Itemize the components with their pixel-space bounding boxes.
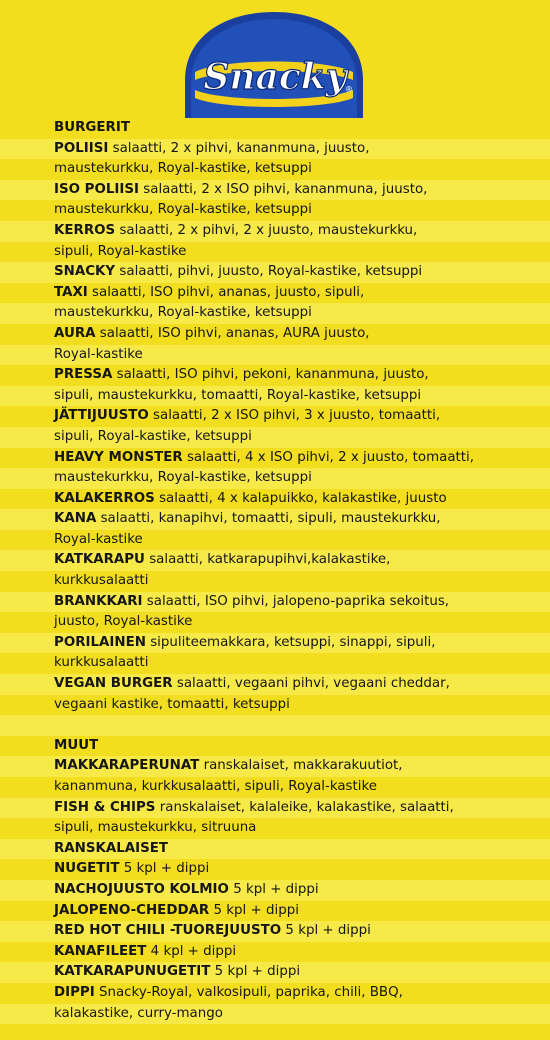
menu-item	[0, 406, 550, 427]
item-description: maustekurkku, Royal-kastike, ketsuppi	[54, 161, 312, 177]
menu-item-continued	[0, 1004, 550, 1025]
item-description: kurkkusalaatti	[54, 573, 149, 589]
menu-item-continued	[0, 571, 550, 592]
menu-item	[0, 983, 550, 1004]
menu-item	[0, 798, 550, 819]
item-description: sipuli, maustekurkku, sitruuna	[54, 820, 257, 836]
item-name: ISO POLIISI	[54, 181, 139, 197]
item-name: VEGAN BURGER	[54, 676, 173, 692]
item-description: Royal-kastike	[54, 346, 143, 362]
item-description: 5 kpl + dippi	[123, 861, 210, 877]
item-description: kalakastike, curry-mango	[54, 1005, 223, 1021]
item-description: sipuli, Royal-kastike	[54, 243, 187, 259]
item-name: NUGETIT	[54, 861, 120, 877]
menu-item	[0, 921, 550, 942]
item-name: KATKARAPU	[54, 552, 145, 568]
menu-item	[0, 262, 550, 283]
item-description: 5 kpl + dippi	[214, 964, 301, 980]
item-description: salaatti, katkarapupihvi,kalakastike,	[149, 552, 391, 568]
menu-item	[0, 324, 550, 345]
item-description: maustekurkku, Royal-kastike, ketsuppi	[54, 305, 312, 321]
menu-item-continued	[0, 612, 550, 633]
item-description: salaatti, pihvi, juusto, Royal-kastike, ketsuppi	[119, 264, 423, 280]
item-description: sipuli, Royal-kastike, ketsuppi	[54, 428, 252, 444]
item-name: NACHOJUUSTO KOLMIO	[54, 881, 229, 897]
menu-item	[0, 859, 550, 880]
item-description: 5 kpl + dippi	[233, 881, 319, 897]
item-name: KATKARAPUNUGETIT	[54, 964, 211, 980]
spacer-row	[0, 715, 550, 736]
menu-item-continued	[0, 695, 550, 716]
item-description: 4 kpl + dippi	[150, 943, 237, 959]
item-description: salaatti, 4 x kalapuikko, kalakastike, juusto	[159, 490, 447, 506]
item-description: maustekurkku, Royal-kastike, ketsuppi	[54, 202, 312, 218]
menu-item	[0, 550, 550, 571]
menu-item	[0, 283, 550, 304]
item-name: BRANKKARI	[54, 593, 143, 609]
item-name: MAKKARAPERUNAT	[54, 758, 200, 774]
item-description: salaatti, 2 x ISO pihvi, 3 x juusto, tomaatti,	[153, 408, 441, 424]
item-name: KANAFILEET	[54, 943, 147, 959]
item-name: SNACKY	[54, 264, 116, 280]
item-name: PORILAINEN	[54, 634, 146, 650]
section-heading: BURGERIT	[54, 120, 130, 135]
menu-item-continued	[0, 242, 550, 263]
item-description: kananmuna, kurkkusalaatti, sipuli, Royal-kastike	[54, 779, 378, 794]
menu-list	[0, 118, 550, 1024]
menu-item	[0, 633, 550, 654]
menu-item	[0, 962, 550, 983]
item-description: salaatti, vegaani pihvi, vegaani cheddar,	[176, 676, 450, 692]
item-name: AURA	[54, 325, 96, 341]
logo-text: Snacky	[203, 56, 347, 98]
menu-item	[0, 365, 550, 386]
item-name: TAXI	[54, 284, 88, 300]
menu-item	[0, 942, 550, 963]
item-name: PRESSA	[54, 367, 113, 383]
menu-item-continued	[0, 159, 550, 180]
item-description: ranskalaiset, kalaleike, kalakastike, salaatti,	[159, 799, 454, 815]
item-name: KANA	[54, 511, 97, 527]
menu-item	[0, 139, 550, 160]
menu-item-continued	[0, 386, 550, 407]
item-description: salaatti, ISO pihvi, ananas, juusto, sipuli,	[92, 284, 365, 300]
menu-item	[0, 509, 550, 530]
item-description: 5 kpl + dippi	[213, 902, 299, 918]
menu-item	[0, 839, 550, 860]
menu-item	[0, 221, 550, 242]
menu-item-continued	[0, 530, 550, 551]
item-description: kurkkusalaatti	[54, 655, 149, 671]
menu-item	[0, 489, 550, 510]
item-description: salaatti, 2 x ISO pihvi, kananmuna, juusto,	[143, 181, 428, 197]
item-description: Royal-kastike	[54, 531, 143, 547]
item-description: salaatti, 4 x ISO pihvi, 2 x juusto, tomaatti,	[186, 449, 475, 465]
item-description: sipuliteemakkara, ketsuppi, sinappi, sipuli,	[150, 634, 436, 650]
item-description: salaatti, kanapihvi, tomaatti, sipuli, maustekurkku,	[100, 511, 441, 527]
item-description: salaatti, 2 x pihvi, 2 x juusto, maustekurkku,	[119, 222, 418, 238]
menu-item-continued	[0, 345, 550, 366]
item-name: RANSKALAISET	[54, 840, 169, 856]
snacky-logo	[183, 10, 365, 118]
item-description: juusto, Royal-kastike	[54, 614, 193, 630]
menu-item-continued	[0, 200, 550, 221]
item-description: maustekurkku, Royal-kastike, ketsuppi	[54, 470, 312, 486]
item-description: 5 kpl + dippi	[285, 923, 371, 939]
item-description: salaatti, ISO pihvi, jalopeno-paprika sekoitus,	[146, 593, 450, 609]
item-name: DIPPI	[54, 984, 95, 1000]
item-name: HEAVY MONSTER	[54, 449, 183, 465]
menu-item	[0, 448, 550, 469]
item-name: POLIISI	[54, 140, 109, 156]
item-description: salaatti, ISO pihvi, ananas, AURA juusto,	[99, 325, 370, 341]
menu-item-continued	[0, 468, 550, 489]
menu-item-continued	[0, 653, 550, 674]
menu-item	[0, 901, 550, 922]
menu-item	[0, 180, 550, 201]
menu-item-continued	[0, 427, 550, 448]
item-description: vegaani kastike, tomaatti, ketsuppi	[54, 696, 290, 712]
item-description: salaatti, ISO pihvi, pekoni, kananmuna, juusto,	[116, 367, 429, 383]
section-heading: MUUT	[54, 737, 99, 753]
registered-mark: ®	[345, 85, 353, 94]
item-description: Snacky-Royal, valkosipuli, paprika, chili, BBQ,	[98, 984, 403, 1000]
item-name: KALAKERROS	[54, 490, 155, 506]
menu-item	[0, 880, 550, 901]
item-name: RED HOT CHILI -TUOREJUUSTO	[54, 923, 282, 939]
item-name: FISH & CHIPS	[54, 799, 156, 815]
item-name: JALOPENO-CHEDDAR	[54, 902, 210, 918]
menu-item	[0, 756, 550, 777]
item-description: ranskalaiset, makkarakuutiot,	[203, 758, 403, 774]
menu-item-continued	[0, 777, 550, 798]
item-name: JÄTTIJUUSTO	[54, 408, 149, 424]
menu-item-continued	[0, 818, 550, 839]
item-name: KERROS	[54, 222, 116, 238]
menu-item-continued	[0, 303, 550, 324]
menu-item	[0, 674, 550, 695]
menu-item	[0, 592, 550, 613]
item-description: salaatti, 2 x pihvi, kananmuna, juusto,	[112, 140, 370, 156]
item-description: sipuli, maustekurkku, tomaatti, Royal-kastike, ketsuppi	[54, 387, 422, 403]
